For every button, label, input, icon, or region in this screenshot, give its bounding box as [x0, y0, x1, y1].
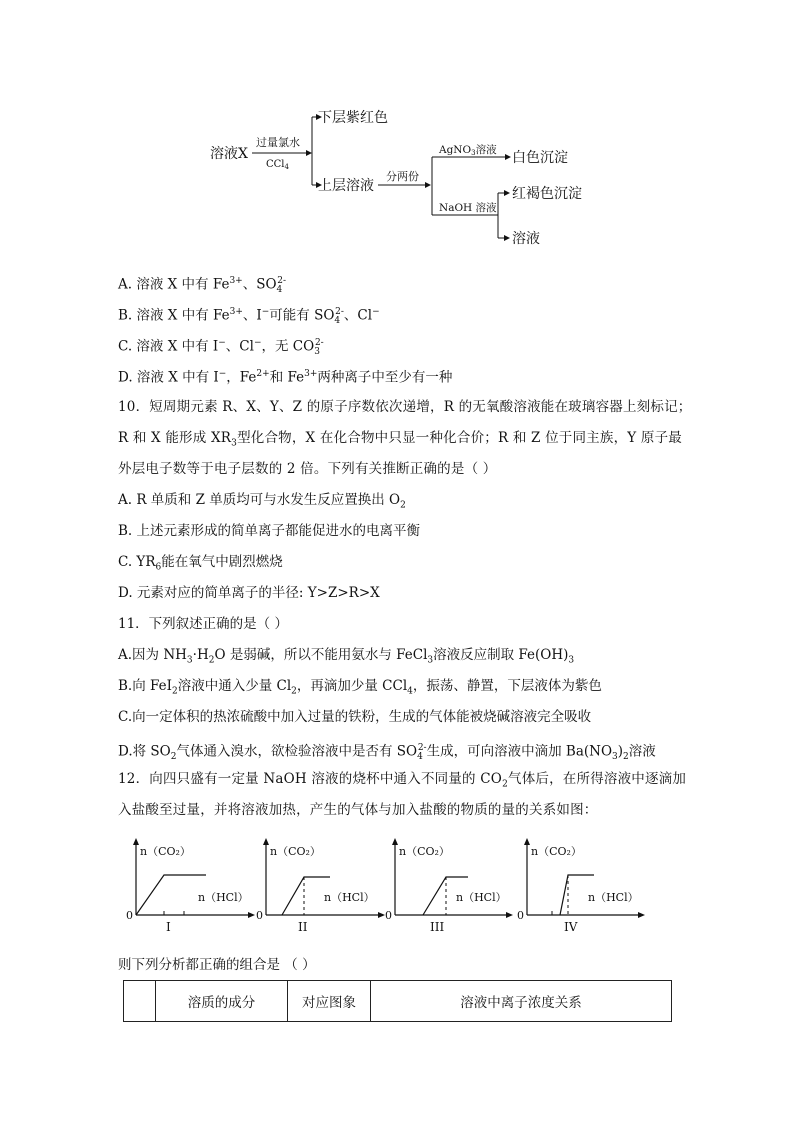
graph-1 [126, 838, 255, 934]
q11-stem: 11．下列叙述正确的是（ ） [118, 616, 288, 632]
graph-1-numeral: I [166, 920, 171, 934]
q11-option-d: D.将 $SO_2$气体通入溴水，欲检验溶液中是否有 $SO_4^{2-}$生成，可向溶液中滴加 $Ba(NO_3)_2$溶液 [118, 743, 656, 763]
svg-text:CCl4 [266, 159, 290, 171]
q9-option-b: B. 溶液 X 中有 $Fe^{3+}$、I−可能有 $SO_4^{2-}$、Cl− [118, 307, 380, 327]
q12-stem-line2: 入盐酸至过量，并将溶液加热，产生的气体与加入盐酸的物质的量的关系如图： [118, 802, 598, 818]
graph-2-origin: 0 [256, 909, 263, 922]
graph-1-xlabel: n（HCl） [198, 891, 249, 904]
graph-1-ylabel: n（CO₂） [140, 845, 191, 858]
graph-1-origin: 0 [126, 909, 133, 922]
svg-text:AgNO3溶液: AgNO3溶液 [439, 144, 497, 157]
graph-4 [517, 838, 645, 934]
graph-2-xlabel: n（HCl） [324, 891, 375, 904]
q10-stem-line1: 10．短周期元素 R、X、Y、Z 的原子序数依次递增，R 的无氧酸溶液能在玻璃容器上刻标记； [118, 399, 692, 415]
q12-graphs [0, 835, 794, 940]
table-row [124, 981, 672, 1022]
q10-stem-line2: R 和 X 能形成 $XR_3$型化合物，X 在化合物中只显一种化合价；R 和 Z 位于同主族，Y 原子最 [118, 430, 682, 449]
graph-4-numeral: IV [564, 920, 578, 934]
flow-naoh: NaOH 溶液 [439, 202, 497, 214]
q12-after: 则下列分析都正确的组合是 （ ） [118, 957, 316, 973]
q10-option-a: A. R 单质和 Z 单质均可与水发生反应置换出 $O_2$ [118, 492, 406, 511]
flow-lower-layer: 下层紫红色 [318, 110, 388, 126]
flow-split-label: 分两份 [386, 170, 419, 183]
q9-option-c: C. 溶液 X 中有 I−、Cl−，无 $CO_3^{2-}$ [118, 338, 324, 358]
graph-3-xlabel: n（HCl） [456, 891, 507, 904]
flow-upper-layer: 上层溶液 [318, 178, 374, 194]
flow-red-brown-ppt: 红褐色沉淀 [512, 186, 582, 202]
flow-solution: 溶液 [512, 231, 540, 247]
graph-2-ylabel: n（CO₂） [270, 845, 321, 858]
q9-option-d: D. 溶液 X 中有 I−，$Fe^{2+}$和 $Fe^{3+}$两种离子中至少有一种 [118, 369, 453, 386]
flow-white-ppt: 白色沉淀 [512, 150, 568, 166]
table-header-cell: 对应图象 [288, 981, 371, 1022]
flow-start: 溶液X [210, 146, 248, 162]
q10-stem-line3: 外层电子数等于电子层数的 2 倍。下列有关推断正确的是（ ） [118, 461, 497, 477]
q11-option-b: B.向 FeI$_2$溶液中通入少量 $Cl_2$，再滴加少量 CCl$_4$，振荡、静置，下层液体为紫色 [118, 678, 602, 697]
q10-option-d: D. 元素对应的简单离子的半径: Y>Z>R>X [118, 585, 380, 601]
flow-arrow1-bottom-sub: 4 [284, 163, 289, 171]
q12-stem-line1: 12．向四只盛有一定量 NaOH 溶液的烧杯中通入不同量的 $CO_2$气体后，在所得溶液中逐滴加 [118, 771, 687, 790]
q9-option-a: A. 溶液 X 中有 $Fe^{3+}$、$SO_4^{2-}$ [118, 276, 287, 296]
flow-arrow1-top: 过量氯水 [256, 136, 300, 149]
graph-3 [385, 838, 513, 934]
graph-4-xlabel: n（HCl） [588, 891, 639, 904]
graph-2 [256, 838, 385, 934]
q11-option-a: A.因为 $NH_3\cdot H_2O$ 是弱碱，所以不能用氨水与 FeCl$_3$溶液反应制取 $Fe(OH)_3$ [118, 647, 575, 666]
q11-option-c: C.向一定体积的热浓硫酸中加入过量的铁粉，生成的气体能被烧碱溶液完全吸收 [118, 709, 592, 725]
q10-option-c: C. $YR_6$能在氧气中剧烈燃烧 [118, 554, 283, 573]
flow-agno3: AgNO [439, 144, 472, 156]
graph-3-ylabel: n（CO₂） [399, 845, 450, 858]
graph-3-origin: 0 [385, 909, 392, 922]
q10-option-b: B. 上述元素形成的简单离子都能促进水的电离平衡 [118, 523, 421, 539]
q12-table [123, 980, 672, 1022]
graph-3-numeral: III [430, 920, 445, 934]
graph-2-numeral: II [298, 920, 308, 934]
table-header-cell [124, 981, 156, 1022]
graph-4-ylabel: n（CO₂） [531, 845, 582, 858]
table-header-cell: 溶液中离子浓度关系 [371, 981, 672, 1022]
table-header-cell: 溶质的成分 [156, 981, 288, 1022]
flow-arrow1-bottom: CCl [266, 159, 285, 170]
flow-diagram [0, 0, 794, 260]
graph-4-origin: 0 [517, 909, 524, 922]
